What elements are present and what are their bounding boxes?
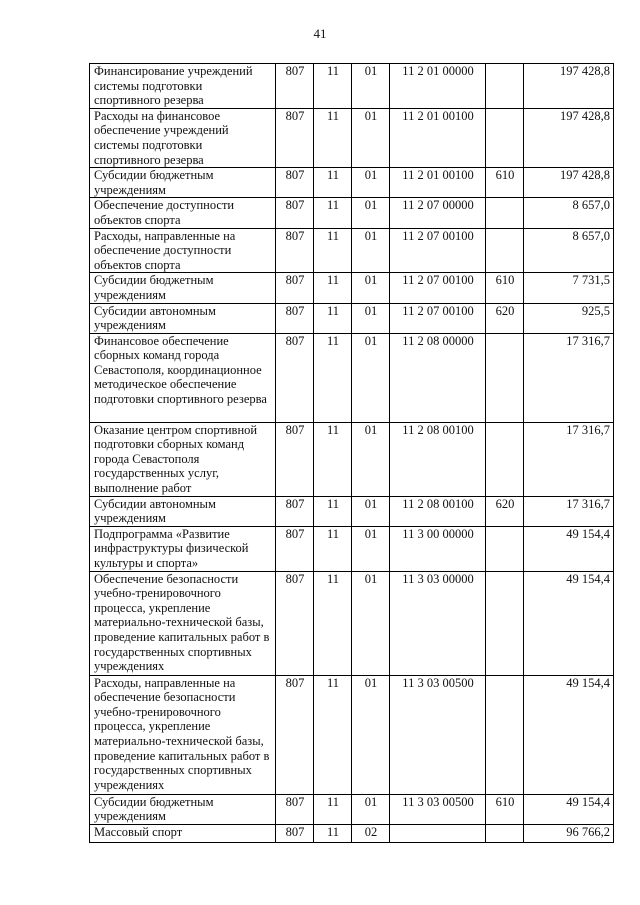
ministry-code: 807 [276,571,314,675]
expense-type-code [486,422,524,496]
section-code: 11 [314,571,352,675]
target-code: 11 2 01 00100 [390,108,486,167]
section-code: 11 [314,108,352,167]
section-code: 11 [314,526,352,571]
target-code: 11 2 07 00100 [390,303,486,333]
amount: 96 766,2 [524,824,614,842]
subsection-code: 01 [352,273,390,303]
amount: 925,5 [524,303,614,333]
ministry-code: 807 [276,496,314,526]
table-row [90,496,614,526]
target-code: 11 2 01 00100 [390,168,486,198]
subsection-code: 01 [352,496,390,526]
expense-type-code [486,824,524,842]
section-code: 11 [314,824,352,842]
ministry-code: 807 [276,228,314,273]
row-name: Подпрограмма «Развитие инфраструктуры физической культуры и спорта» [90,526,276,571]
table-row [90,794,614,824]
ministry-code: 807 [276,108,314,167]
amount: 49 154,4 [524,794,614,824]
subsection-code: 01 [352,228,390,273]
amount: 8 657,0 [524,198,614,228]
expense-type-code [486,526,524,571]
amount: 8 657,0 [524,228,614,273]
amount: 17 316,7 [524,422,614,496]
expense-type-code [486,64,524,109]
table-row [90,228,614,273]
table-row [90,303,614,333]
target-code: 11 2 07 00100 [390,273,486,303]
target-code: 11 2 08 00100 [390,496,486,526]
target-code: 11 2 01 00000 [390,64,486,109]
section-code: 11 [314,496,352,526]
table-row [90,273,614,303]
amount: 49 154,4 [524,675,614,794]
ministry-code: 807 [276,333,314,422]
section-code: 11 [314,168,352,198]
page-number: 41 [313,26,327,41]
table-row [90,526,614,571]
table-row [90,64,614,109]
subsection-code: 02 [352,824,390,842]
ministry-code: 807 [276,198,314,228]
row-name: Субсидии бюджетным учреждениям [90,794,276,824]
row-name: Обеспечение доступности объектов спорта [90,198,276,228]
row-name: Субсидии автономным учреждениям [90,496,276,526]
amount: 197 428,8 [524,64,614,109]
amount: 197 428,8 [524,168,614,198]
target-code: 11 2 07 00100 [390,228,486,273]
amount: 7 731,5 [524,273,614,303]
ministry-code: 807 [276,675,314,794]
target-code: 11 3 03 00500 [390,675,486,794]
target-code: 11 3 00 00000 [390,526,486,571]
expense-type-code [486,333,524,422]
amount: 49 154,4 [524,526,614,571]
table-row [90,333,614,422]
target-code: 11 2 08 00100 [390,422,486,496]
expense-type-code [486,198,524,228]
section-code: 11 [314,228,352,273]
subsection-code: 01 [352,108,390,167]
expense-type-code: 610 [486,273,524,303]
subsection-code: 01 [352,571,390,675]
target-code [390,824,486,842]
table-row [90,571,614,675]
subsection-code: 01 [352,333,390,422]
section-code: 11 [314,794,352,824]
table-row [90,824,614,842]
amount: 17 316,7 [524,496,614,526]
row-name: Субсидии бюджетным учреждениям [90,273,276,303]
target-code: 11 2 08 00000 [390,333,486,422]
subsection-code: 01 [352,422,390,496]
target-code: 11 3 03 00500 [390,794,486,824]
ministry-code: 807 [276,824,314,842]
section-code: 11 [314,675,352,794]
row-name: Обеспечение безопасности учебно-тренировочного процесса, укрепление материально-технической базы, проведение капитальных работ в государственных спортивных учреждениях [90,571,276,675]
expense-type-code [486,675,524,794]
expense-type-code: 620 [486,303,524,333]
ministry-code: 807 [276,526,314,571]
amount: 49 154,4 [524,571,614,675]
row-name: Массовый спорт [90,824,276,842]
subsection-code: 01 [352,168,390,198]
subsection-code: 01 [352,303,390,333]
section-code: 11 [314,198,352,228]
ministry-code: 807 [276,273,314,303]
ministry-code: 807 [276,422,314,496]
section-code: 11 [314,303,352,333]
target-code: 11 2 07 00000 [390,198,486,228]
ministry-code: 807 [276,168,314,198]
section-code: 11 [314,273,352,303]
expense-type-code [486,571,524,675]
amount: 17 316,7 [524,333,614,422]
amount: 197 428,8 [524,108,614,167]
table-row [90,198,614,228]
ministry-code: 807 [276,303,314,333]
row-name: Расходы на финансовое обеспечение учреждений системы подготовки спортивного резерва [90,108,276,167]
table-row [90,168,614,198]
section-code: 11 [314,333,352,422]
subsection-code: 01 [352,526,390,571]
table-row [90,675,614,794]
expense-type-code [486,228,524,273]
row-name: Финансовое обеспечение сборных команд города Севастополя, координационное методическое обеспечение подготовки спортивного резерва [90,333,276,422]
row-name: Финансирование учреждений системы подготовки спортивного резерва [90,64,276,109]
target-code: 11 3 03 00000 [390,571,486,675]
table-body [90,64,614,843]
subsection-code: 01 [352,794,390,824]
section-code: 11 [314,64,352,109]
row-name: Расходы, направленные на обеспечение безопасности учебно-тренировочного процесса, укрепление материально-технической базы, проведение капитальных работ в государственных спортивных учреждениях [90,675,276,794]
subsection-code: 01 [352,64,390,109]
section-code: 11 [314,422,352,496]
row-name: Субсидии бюджетным учреждениям [90,168,276,198]
row-name: Расходы, направленные на обеспечение доступности объектов спорта [90,228,276,273]
ministry-code: 807 [276,794,314,824]
expense-type-code: 610 [486,794,524,824]
table-row [90,108,614,167]
row-name: Оказание центром спортивной подготовки сборных команд города Севастополя государственных услуг, выполнение работ [90,422,276,496]
subsection-code: 01 [352,675,390,794]
row-name: Субсидии автономным учреждениям [90,303,276,333]
subsection-code: 01 [352,198,390,228]
expense-type-code: 620 [486,496,524,526]
table-row [90,422,614,496]
budget-table [89,63,614,843]
expense-type-code [486,108,524,167]
expense-type-code: 610 [486,168,524,198]
ministry-code: 807 [276,64,314,109]
